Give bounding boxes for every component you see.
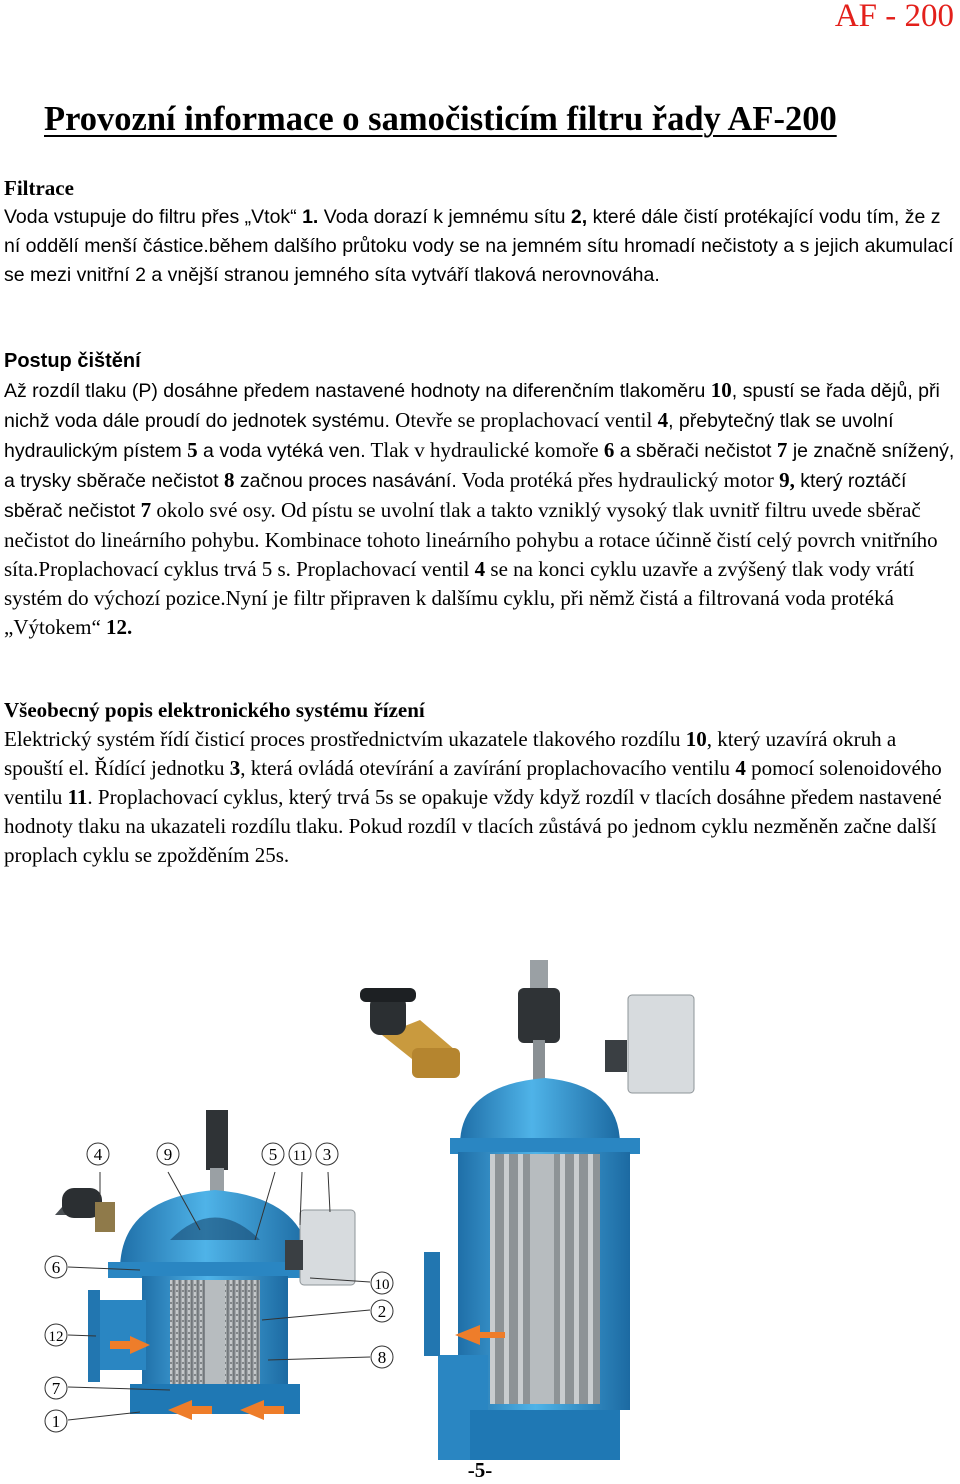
callout-4 xyxy=(87,1143,109,1165)
svg-text:8: 8 xyxy=(377,1348,387,1367)
callout-2 xyxy=(371,1300,393,1322)
filtrace-paragraph: Voda vstupuje do filtru přes „Vtok“ 1. Voda dorazí k jemnému sítu 2, které dále čistí protékající vodu tím, že z ní oddělí menší částice.během dalšího průtoku vody se na jemném sítu hromadí nečistoty a s jejich akumulací se mezi vnitřní 2 a vnější stranou jemného síta vytváří tlaková nerovnováha. xyxy=(4,206,954,286)
section-heading-system: Všeobecný popis elektronického systému řízení xyxy=(4,698,425,722)
section-filtrace xyxy=(4,174,958,290)
section-heading-postup: Postup čištění xyxy=(4,350,141,372)
callout-5 xyxy=(262,1143,284,1165)
brass-valve xyxy=(360,988,460,1078)
section-heading-filtrace: Filtrace xyxy=(4,176,74,200)
callout-11 xyxy=(289,1143,311,1165)
svg-text:9: 9 xyxy=(163,1145,173,1164)
callout-1 xyxy=(45,1410,67,1432)
callout-7 xyxy=(45,1377,67,1399)
large-filter xyxy=(360,960,694,1460)
svg-text:4: 4 xyxy=(93,1145,103,1164)
svg-text:7: 7 xyxy=(51,1379,61,1398)
callout-8 xyxy=(371,1346,393,1368)
svg-text:3: 3 xyxy=(322,1145,332,1164)
svg-text:11: 11 xyxy=(292,1148,308,1164)
svg-text:10: 10 xyxy=(374,1277,390,1293)
postup-paragraph: Až rozdíl tlaku (P) dosáhne předem nastavené hodnoty na diferenčním tlakoměru 10, spustí se řada dějů, při nichž voda dále proudí do jednotek systému. Otevře se proplachovací ventil 4, přebytečný tlak se uvolní hydraulickým pístem 5 a voda vytéká ven. Tlak v hydraulické komoře 6 a sběrači nečistot 7 je značně snížený, a trysky sběrače nečistot 8 začnou proces nasávání. Voda protéká přes hydraulický motor 9, který roztáčí sběrač nečistot 7 okolo své osy. Od pístu se uvolní tlak a takto vzniklý vysoký tlak uvnitř filtru uvede sběrač nečistot do lineárního pohybu. Kombinace tohoto lineárního pohybu a rotace účinně čistí celý povrch vnitřního síta.Proplachovací cyklus trvá 5 s. Proplachovací ventil 4 se na konci cyklu uzavře a zvýšený tlak vody vrátí systém do výchozí pozice.Nyní je filtr připraven k dalšímu cyklu, při němž čistá a filtrovaná voda protéká „Výtokem“ 12. xyxy=(4,378,955,639)
callout-10 xyxy=(371,1272,393,1294)
section-system xyxy=(4,696,958,870)
document-code: AF - 200 xyxy=(834,0,954,34)
svg-text:5: 5 xyxy=(268,1145,278,1164)
callout-12 xyxy=(45,1324,67,1346)
callout-3 xyxy=(316,1143,338,1165)
callout-9 xyxy=(157,1143,179,1165)
filter-illustration xyxy=(0,940,960,1460)
system-paragraph: Elektrický systém řídí čisticí proces prostřednictvím ukazatele tlakového rozdílu 10, který uzavírá okruh a spouští el. Řídící jednotku 3, která ovládá otevírání a zavírání proplachovacího ventilu 4 pomocí solenoidového ventilu 11. Proplachovací cyklus, který trvá 5s se opakuje vždy když rozdíl v tlacích dosáhne předem nastavené hodnoty tlaku na ukazateli rozdílu tlaku. Pokud rozdíl v tlacích zůstává po jednom cyklu nezměněn začne další proplach cyklu se zpožděním 25s. xyxy=(4,727,942,867)
svg-text:1: 1 xyxy=(51,1412,61,1431)
callout-6 xyxy=(45,1256,67,1278)
page-title: Provozní informace o samočisticím filtru řady AF-200 xyxy=(44,100,837,138)
page-number: -5- xyxy=(467,1458,493,1482)
svg-text:6: 6 xyxy=(51,1258,61,1277)
svg-text:12: 12 xyxy=(48,1329,64,1345)
section-postup xyxy=(4,347,958,642)
svg-text:2: 2 xyxy=(377,1302,387,1321)
